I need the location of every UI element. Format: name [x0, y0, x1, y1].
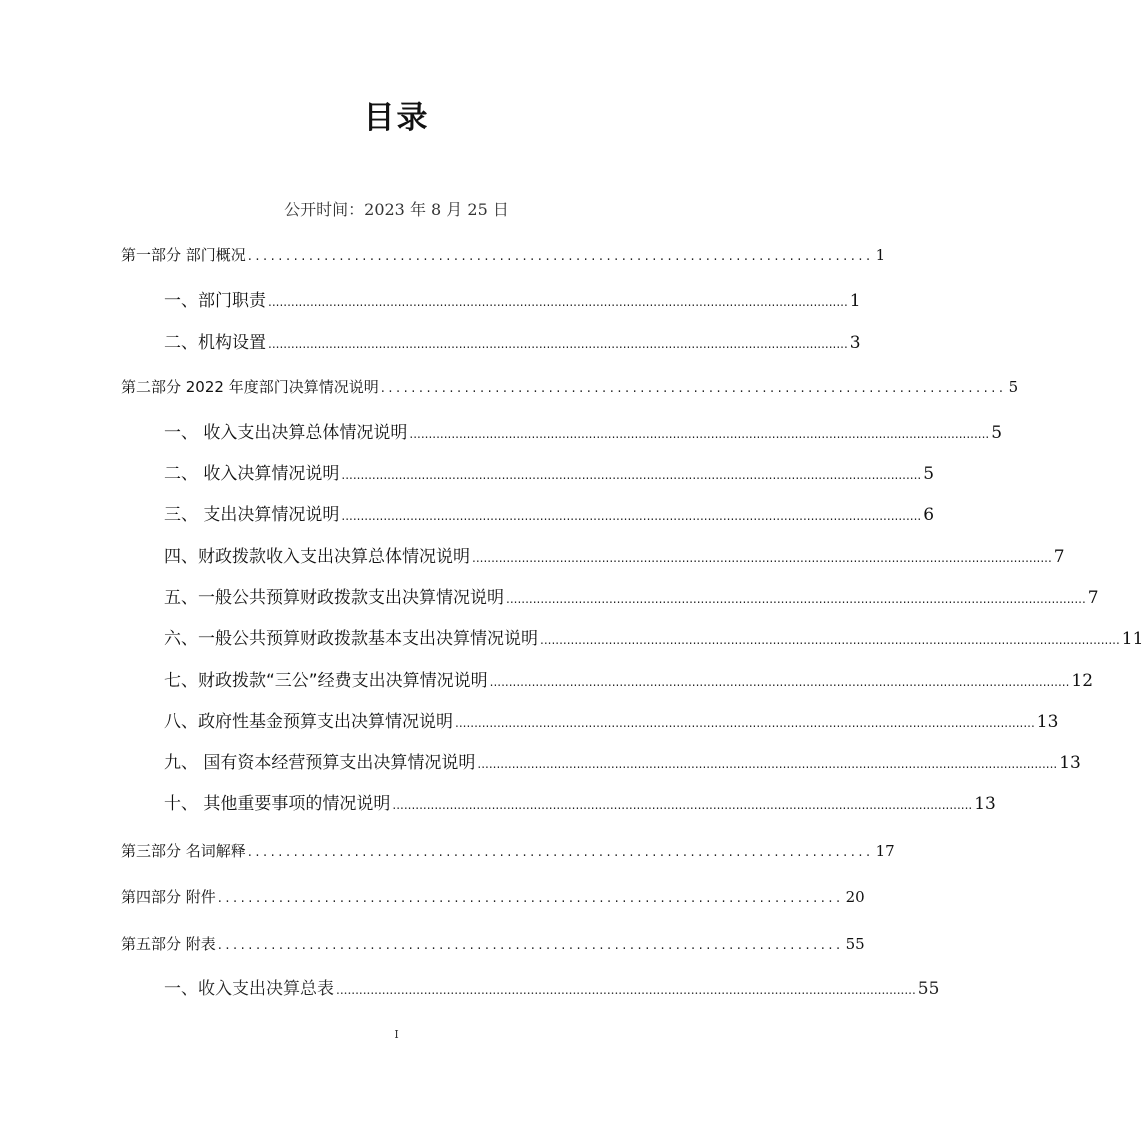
toc-entry-page: 13	[1036, 712, 1059, 732]
toc-entry-2-10[interactable]	[0, 789, 996, 814]
toc-entry-label: 九、 国有资本经营预算支出决算情况说明	[164, 753, 476, 773]
toc-leader-dots: ..................................................................................	[217, 891, 844, 906]
toc-entry-page: 1	[849, 291, 861, 311]
toc-leader-dots: ........................................................................................................................................................	[540, 633, 1120, 647]
toc-entry-2-5[interactable]	[0, 583, 1099, 608]
toc-entry-page: 5	[991, 423, 1003, 443]
toc-entry-page: 20	[845, 888, 865, 906]
toc-entry-label: 第五部分 附表	[121, 935, 216, 953]
toc-entry-page: 13	[974, 794, 996, 814]
toc-entry-part-1[interactable]	[0, 244, 886, 265]
toc-entry-label: 一、收入支出决算总表	[164, 979, 334, 999]
toc-entry-page: 13	[1059, 753, 1081, 773]
toc-leader-dots: ..................................................................................	[217, 938, 844, 953]
toc-entry-label: 五、一般公共预算财政拨款支出决算情况说明	[164, 588, 504, 608]
toc-entry-label: 第一部分 部门概况	[121, 246, 246, 264]
toc-entry-2-2[interactable]	[0, 459, 935, 484]
toc-entry-label: 七、财政拨款“三公”经费支出决算情况说明	[164, 671, 488, 691]
toc-entry-2-1[interactable]	[0, 418, 1003, 443]
toc-entry-label: 三、 支出决算情况说明	[164, 505, 340, 525]
toc-entry-part-4[interactable]	[0, 886, 865, 907]
toc-entry-page: 55	[917, 979, 940, 999]
page-number: I	[394, 1028, 399, 1041]
toc-entry-2-8[interactable]	[0, 707, 1059, 732]
toc-entry-page: 6	[923, 505, 935, 525]
toc-leader-dots: ........................................................................................................................................................	[268, 295, 848, 309]
toc-entry-1-1[interactable]	[0, 286, 861, 311]
toc-entry-page: 7	[1053, 547, 1065, 567]
toc-entry-page: 5	[1008, 378, 1019, 396]
toc-entry-label: 一、 收入支出决算总体情况说明	[164, 423, 408, 443]
toc-entry-label: 六、一般公共预算财政拨款基本支出决算情况说明	[164, 629, 538, 649]
toc-leader-dots: ........................................................................................................................................................	[341, 468, 922, 482]
toc-leader-dots: ........................................................................................................................................................	[268, 337, 848, 351]
toc-entry-label: 第二部分 2022 年度部门决算情况说明	[121, 378, 379, 396]
toc-leader-dots: ........................................................................................................................................................	[472, 551, 1052, 565]
toc-entry-label: 四、财政拨款收入支出决算总体情况说明	[164, 547, 470, 567]
toc-title: 目录	[363, 100, 430, 136]
toc-leader-dots: ..................................................................................	[247, 249, 874, 264]
toc-entry-2-4[interactable]	[0, 542, 1065, 567]
toc-entry-label: 二、机构设置	[164, 333, 266, 353]
toc-entry-page: 7	[1087, 588, 1099, 608]
toc-leader-dots: ........................................................................................................................................................	[341, 509, 922, 523]
toc-entry-5-1[interactable]	[0, 974, 940, 999]
toc-leader-dots: ........................................................................................................................................................	[506, 592, 1086, 606]
toc-leader-dots: ..................................................................................	[380, 381, 1007, 396]
toc-leader-dots: ........................................................................................................................................................	[477, 757, 1058, 771]
toc-entry-2-6[interactable]	[0, 624, 1143, 649]
toc-entry-page: 11	[1121, 629, 1143, 649]
toc-leader-dots: ........................................................................................................................................................	[455, 716, 1035, 730]
toc-entry-label: 第四部分 附件	[121, 888, 216, 906]
toc-entry-page: 12	[1071, 671, 1094, 691]
toc-entry-label: 第三部分 名词解释	[121, 842, 246, 860]
toc-entry-label: 十、 其他重要事项的情况说明	[164, 794, 391, 814]
toc-entry-part-5[interactable]	[0, 933, 865, 954]
toc-leader-dots: ........................................................................................................................................................	[409, 427, 990, 441]
toc-entry-part-2[interactable]	[0, 376, 1019, 397]
publish-time: 公开时间：2023 年 8 月 25 日	[284, 200, 509, 219]
toc-leader-dots: ..................................................................................	[247, 845, 874, 860]
toc-entry-2-7[interactable]	[0, 666, 1094, 691]
toc-leader-dots: ........................................................................................................................................................	[489, 675, 1070, 689]
toc-leader-dots: ........................................................................................................................................................	[392, 798, 973, 812]
toc-entry-page: 55	[845, 935, 865, 953]
toc-entry-page: 1	[875, 246, 886, 264]
toc-entry-page: 5	[923, 464, 935, 484]
toc-leader-dots: ........................................................................................................................................................	[336, 983, 916, 997]
toc-entry-1-2[interactable]	[0, 328, 861, 353]
toc-entry-part-3[interactable]	[0, 840, 895, 861]
toc-entry-label: 八、政府性基金预算支出决算情况说明	[164, 712, 453, 732]
toc-entry-label: 二、 收入决算情况说明	[164, 464, 340, 484]
toc-entry-2-9[interactable]	[0, 748, 1081, 773]
toc-entry-page: 17	[875, 842, 895, 860]
toc-entry-label: 一、部门职责	[164, 291, 266, 311]
toc-entry-2-3[interactable]	[0, 500, 935, 525]
toc-entry-page: 3	[849, 333, 861, 353]
